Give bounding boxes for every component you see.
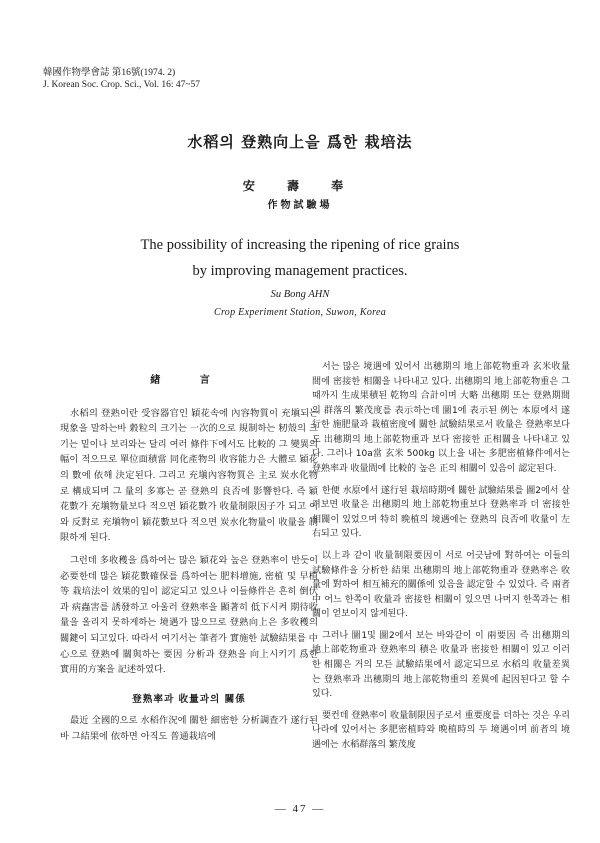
journal-header-ko: 韓國作物學會誌 第16號(1974. 2) — [43, 68, 176, 78]
journal-header-en: J. Korean Soc. Crop. Sci., Vol. 16: 47~57 — [43, 80, 201, 90]
journal-header — [43, 67, 200, 91]
paragraph: 以上과 같이 收量制限要因이 서로 어긋남에 對하여는 이들의 試驗條件을 分析한 結果 出穗期의 地上部乾物重과 登熟率은 收量에 對하여 相互補充的關係에 있음을 認定할 수 있었다. 즉 兩者中 어느 한쪽이 收量과 密接한 相關이 있으면 나머지 한쪽과는 相關이 얻보이지 않게된다. — [312, 550, 570, 620]
section-heading-introduction: 緖 言 — [150, 375, 228, 386]
paragraph: 要컨데 登熟率이 收量制限因子로서 重要度를 더하는 것은 우리나라에 있어서는 多肥密植時와 晩植時의 두 境遇이며 前者의 境遇에는 水稻群落의 繁茂度 — [312, 710, 570, 750]
paragraph: 서는 많은 境遇에 있어서 出穗期의 地上部乾物重과 玄米收量間에 密接한 相關을 나타내고 있다. 出穗期의 地上部乾物重은 그때까지 生成果積된 乾物의 合計이며 大略 出穗期 또는 登熟期間의 群落의 繁茂度를 表示하는데 圖1에 表示된 例는 本原에서 遂行한 施肥量과 栽植密度에 關한 試驗結果로서 收量은 登熟率보다도 出穗期의 地上部乾物重과 보다 密接한 正相關을 나타내고 있다. 그러나 10a當 玄米 500kg 以上을 내는 多肥密植條件에서는 登熟率과 收量間에 比較的 높은 正의 相關이 있음이 認定된다. — [312, 362, 570, 475]
author-english: Su Bong AHN — [270, 289, 330, 300]
title-english — [0, 232, 600, 284]
left-column — [60, 360, 318, 751]
paragraph: 한便 水原에서 遂行된 栽培時期에 關한 試驗結果를 圖2에서 살펴보면 收量은 出穗期의 地上部乾物重보다 登熟率과 더 密接한 相關이 있었으며 特히 晩植의 境遇에는 登熟의 良否에 收量이 左右되고 있다. — [312, 485, 570, 540]
title-korean: 水稻의 登熟向上을 爲한 栽培法 — [187, 133, 413, 151]
page-number: — 47 — — [274, 803, 326, 815]
author-korean: 安 壽 奉 — [242, 179, 358, 193]
paragraph: 水稻의 登熟이란 受容器官인 穎花속에 內容物質이 充塡되는 現象을 말하는바 穀粒의 크기는 一次的으로 規制하는 籾殼의 크기는 밑이나 보리와는 달리 여러 條件下에서도 比較的 그 變異의 幅이 적으므로 單位面積當 同化產物의 收容能力은 大體로 穎花의 數에 依해 決定된다. 그리고 充塡內容物質은 主로 炭水化物로 構成되며 그 量의 多寡는 곧 登熟의 良否에 影響한다. 즉 穎花數가 充塡物量보다 적으면 穎花數가 收量制限因子가 되고 이와 反對로 充塡物이 穎花數보다 적으면 炭水化物量이 收量을 制限하게 된다. — [60, 407, 318, 544]
paragraph: 最近 全國的으로 水稻作況에 關한 細密한 分析調査가 遂行된바 그結果에 依하면 아직도 普通栽培에 — [60, 715, 318, 742]
paragraph: 그런데 多收穫을 爲하여는 많은 穎花와 높은 登熟率이 반듯이 必要한데 많은 穎花數確保를 爲하여는 肥料增施, 密植 및 早植等 栽培法이 效果的임이 認定되고 있으나 이들條件은 흔히 倒伏과 病蟲害를 誘發하고 아울러 登熟率을 顯著히 低下시켜 期待收量을 올리지 못하게하는 境遇가 많으므로 登熟向上은 多收穫의 關鍵이 되고있다. 따라서 여기서는 筆者가 實施한 試驗結果를 中心으로 登熟에 關與하는 要因 分析과 登熟을 向上시키기 爲한 實用的方案을 記述하였다. — [60, 554, 318, 676]
right-column — [312, 360, 570, 759]
affiliation-korean: 作物試驗場 — [267, 200, 333, 211]
affiliation-english: Crop Experiment Station, Suwon, Korea — [213, 307, 387, 318]
title-english-line1: The possibility of increasing the ripening of rice grains — [140, 237, 460, 253]
section-heading-ripening-yield: 登熟率과 收量과의 關係 — [132, 693, 246, 705]
title-english-line2: by improving management practices. — [192, 263, 408, 279]
paragraph: 그러나 圖1및 圖2에서 보는 바와같이 이 兩要因 즉 出穗期의 地上部乾物重과 登熟率의 積은 收量과 密接한 相關이 있고 이러한 相關은 거의 모든 試驗結果에서 認定되므로 水稻의 收量差異는 登熟率과 出穗期의 地上部乾物重의 差異에 起因된다고 할 수 있다. — [312, 630, 570, 700]
